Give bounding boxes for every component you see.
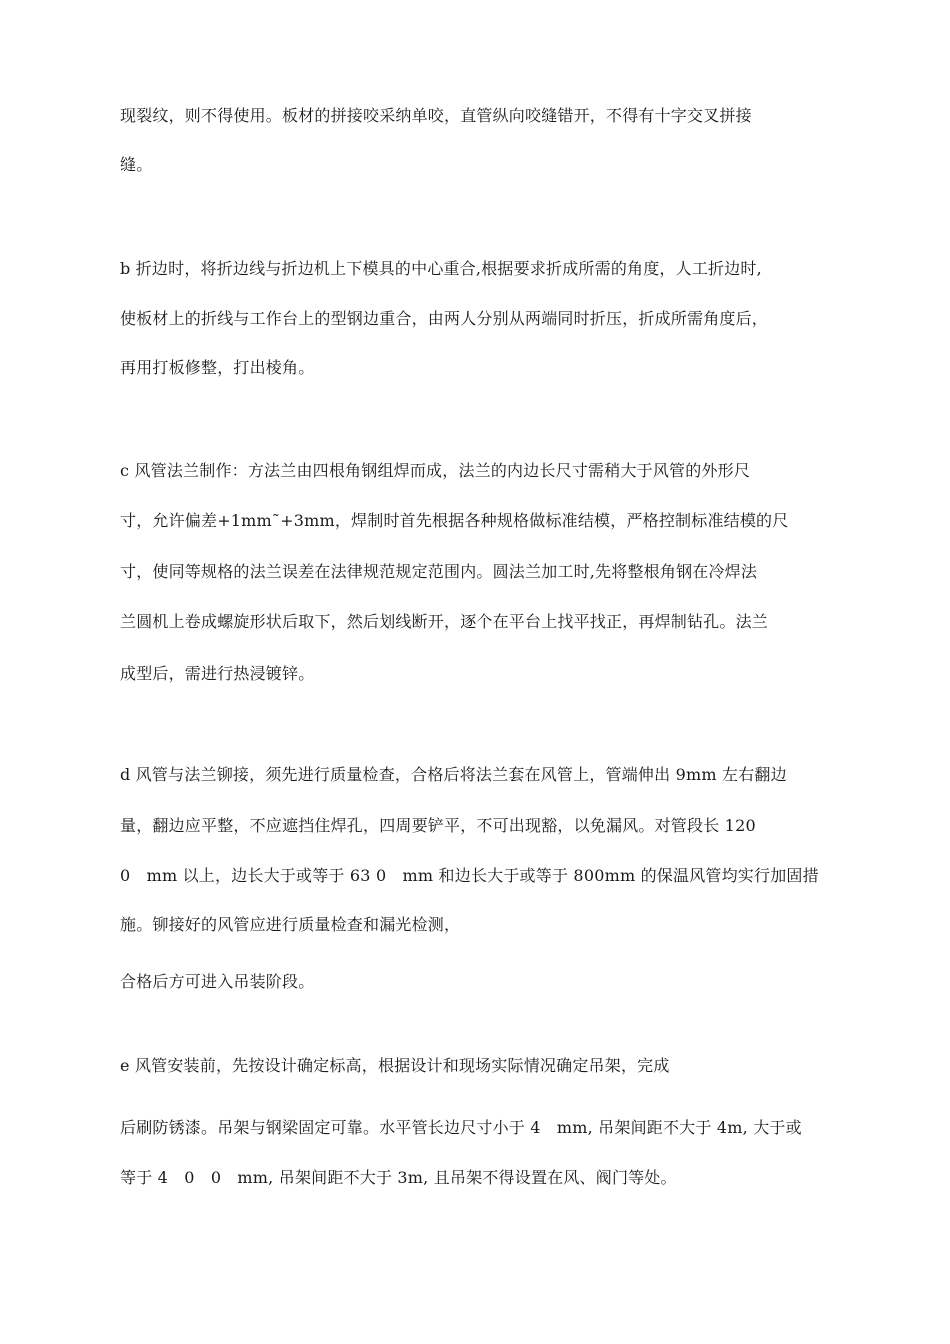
text-line: 量，翻边应平整，不应遮挡住焊孔，四周要铲平，不可出现豁，以免漏风。对管段长 120 <box>120 816 756 835</box>
text-line: 合格后方可进入吊装阶段。 <box>120 972 315 991</box>
text-line: 缝。 <box>120 155 153 174</box>
text-line: 0 mm 以上，边长大于或等于 63 0 mm 和边长大于或等于 800mm 的保温风管均实行加固措 <box>120 866 819 885</box>
text-line: 等于 4 0 0 mm, 吊架间距不大于 3m, 且吊架不得设置在风、阀门等处。 <box>120 1168 677 1187</box>
text-line: 兰圆机上卷成螺旋形状后取下，然后划线断开，逐个在平台上找平找正，再焊制钻孔。法兰 <box>120 612 769 631</box>
text-line: e 风管安装前，先按设计确定标高，根据设计和现场实际情况确定吊架，完成 <box>120 1056 670 1075</box>
text-line: 成型后，需进行热浸镀锌。 <box>120 664 315 683</box>
text-line: d 风管与法兰铆接，须先进行质量检查，合格后将法兰套在风管上，管端伸出 9mm 左右翻边 <box>120 765 787 784</box>
text-line: 再用打板修整，打出棱角。 <box>120 358 315 377</box>
text-line: 施。铆接好的风管应进行质量检查和漏光检测， <box>120 915 461 934</box>
text-line: c 风管法兰制作：方法兰由四根角钢组焊而成，法兰的内边长尺寸需稍大于风管的外形尺 <box>120 461 751 480</box>
text-line: 现裂纹，则不得使用。板材的拼接咬采纳单咬，直管纵向咬缝错开，不得有十字交叉拼接 <box>120 106 752 125</box>
text-line: 寸，允许偏差+1mm˜+3mm，焊制时首先根据各种规格做标准结模，严格控制标准结模的尺 <box>120 511 789 530</box>
text-line: 寸，使同等规格的法兰误差在法律规范规定范围内。圆法兰加工时,先将整根角钢在冷焊法 <box>120 562 758 581</box>
text-line: 使板材上的折线与工作台上的型钢边重合，由两人分别从两端同时折压，折成所需角度后， <box>120 309 769 328</box>
text-line: b 折边时，将折边线与折边机上下模具的中心重合,根据要求折成所需的角度，人工折边时, <box>120 259 762 278</box>
text-line: 后刷防锈漆。吊架与钢梁固定可靠。水平管长边尺寸小于 4 mm, 吊架间距不大于 4m, 大于或 <box>120 1118 802 1137</box>
